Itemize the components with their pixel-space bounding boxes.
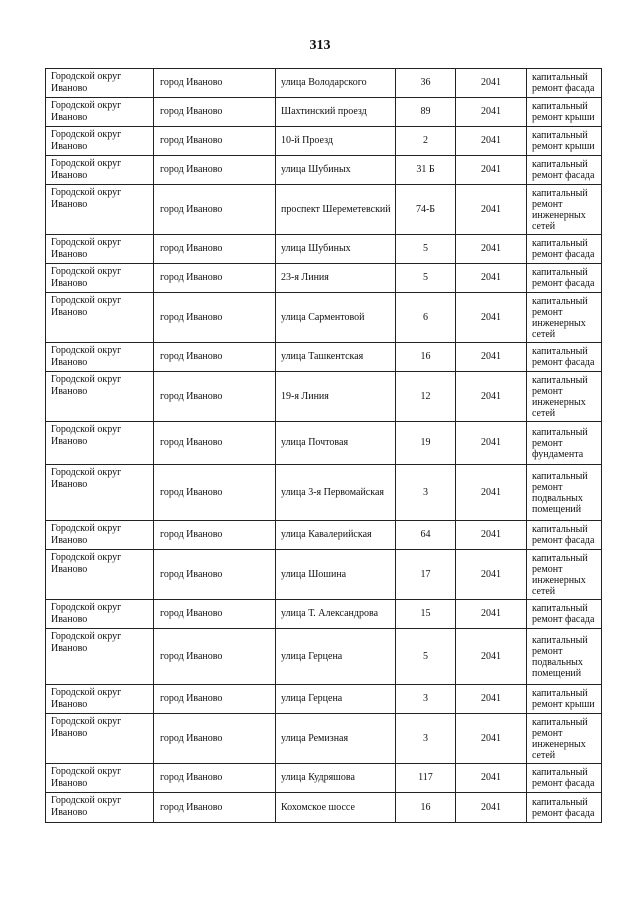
table-row: [46, 550, 602, 600]
district-cell: Городской округ Иваново: [46, 69, 154, 98]
city-cell: город Иваново: [154, 156, 276, 185]
district-cell: Городской округ Иваново: [46, 127, 154, 156]
city-cell: город Иваново: [154, 465, 276, 521]
city-cell: город Иваново: [154, 600, 276, 629]
year-cell: 2041: [456, 422, 527, 465]
year-cell: 2041: [456, 521, 527, 550]
work-type-cell: капитальный ремонт фасада: [527, 343, 602, 372]
work-type-cell: капитальный ремонт крыши: [527, 127, 602, 156]
city-cell: город Иваново: [154, 685, 276, 714]
district-cell: Городской округ Иваново: [46, 235, 154, 264]
year-cell: 2041: [456, 465, 527, 521]
city-cell: город Иваново: [154, 293, 276, 343]
work-type-cell: капитальный ремонт фасада: [527, 793, 602, 823]
work-type-cell: капитальный ремонт фасада: [527, 69, 602, 98]
city-cell: город Иваново: [154, 422, 276, 465]
district-cell: Городской округ Иваново: [46, 600, 154, 629]
house-number-cell: 17: [396, 550, 456, 600]
house-number-cell: 64: [396, 521, 456, 550]
district-cell: Городской округ Иваново: [46, 185, 154, 235]
year-cell: 2041: [456, 98, 527, 127]
house-number-cell: 3: [396, 685, 456, 714]
city-cell: город Иваново: [154, 793, 276, 823]
work-type-cell: капитальный ремонт фасада: [527, 156, 602, 185]
table-row: [46, 264, 602, 293]
year-cell: 2041: [456, 372, 527, 422]
house-number-cell: 15: [396, 600, 456, 629]
table-row: [46, 600, 602, 629]
street-cell: улица 3-я Первомайская: [276, 465, 396, 521]
table-row: [46, 422, 602, 465]
district-cell: Городской округ Иваново: [46, 629, 154, 685]
street-cell: улица Шубиных: [276, 235, 396, 264]
district-cell: Городской округ Иваново: [46, 685, 154, 714]
house-number-cell: 5: [396, 264, 456, 293]
year-cell: 2041: [456, 629, 527, 685]
table-row: [46, 714, 602, 764]
work-type-cell: капитальный ремонт крыши: [527, 685, 602, 714]
city-cell: город Иваново: [154, 127, 276, 156]
year-cell: 2041: [456, 600, 527, 629]
street-cell: улица Шошина: [276, 550, 396, 600]
year-cell: 2041: [456, 185, 527, 235]
street-cell: 19-я Линия: [276, 372, 396, 422]
city-cell: город Иваново: [154, 521, 276, 550]
house-number-cell: 19: [396, 422, 456, 465]
table-row: [46, 685, 602, 714]
street-cell: улица Ремизная: [276, 714, 396, 764]
table-row: [46, 793, 602, 823]
work-type-cell: капитальный ремонт инженерных сетей: [527, 372, 602, 422]
work-type-cell: капитальный ремонт фасада: [527, 264, 602, 293]
table-row: [46, 343, 602, 372]
district-cell: Городской округ Иваново: [46, 293, 154, 343]
city-cell: город Иваново: [154, 343, 276, 372]
table-body: [46, 69, 602, 823]
work-type-cell: капитальный ремонт инженерных сетей: [527, 293, 602, 343]
district-cell: Городской округ Иваново: [46, 156, 154, 185]
work-type-cell: капитальный ремонт инженерных сетей: [527, 185, 602, 235]
district-cell: Городской округ Иваново: [46, 372, 154, 422]
house-number-cell: 5: [396, 629, 456, 685]
district-cell: Городской округ Иваново: [46, 422, 154, 465]
house-number-cell: 16: [396, 793, 456, 823]
year-cell: 2041: [456, 69, 527, 98]
house-number-cell: 31 Б: [396, 156, 456, 185]
street-cell: Кохомское шоссе: [276, 793, 396, 823]
city-cell: город Иваново: [154, 264, 276, 293]
year-cell: 2041: [456, 685, 527, 714]
table-row: [46, 372, 602, 422]
table-row: [46, 235, 602, 264]
city-cell: город Иваново: [154, 69, 276, 98]
city-cell: город Иваново: [154, 764, 276, 793]
year-cell: 2041: [456, 714, 527, 764]
work-type-cell: капитальный ремонт фасада: [527, 521, 602, 550]
city-cell: город Иваново: [154, 98, 276, 127]
work-type-cell: капитальный ремонт инженерных сетей: [527, 550, 602, 600]
district-cell: Городской округ Иваново: [46, 264, 154, 293]
year-cell: 2041: [456, 764, 527, 793]
street-cell: улица Т. Александрова: [276, 600, 396, 629]
city-cell: город Иваново: [154, 235, 276, 264]
district-cell: Городской округ Иваново: [46, 714, 154, 764]
work-type-cell: капитальный ремонт фасада: [527, 600, 602, 629]
year-cell: 2041: [456, 235, 527, 264]
street-cell: улица Кудряшова: [276, 764, 396, 793]
street-cell: улица Шубиных: [276, 156, 396, 185]
street-cell: улица Володарского: [276, 69, 396, 98]
street-cell: 10-й Проезд: [276, 127, 396, 156]
house-number-cell: 36: [396, 69, 456, 98]
city-cell: город Иваново: [154, 629, 276, 685]
house-number-cell: 117: [396, 764, 456, 793]
year-cell: 2041: [456, 264, 527, 293]
house-number-cell: 6: [396, 293, 456, 343]
house-number-cell: 3: [396, 714, 456, 764]
year-cell: 2041: [456, 550, 527, 600]
city-cell: город Иваново: [154, 714, 276, 764]
street-cell: улица Герцена: [276, 685, 396, 714]
district-cell: Городской округ Иваново: [46, 521, 154, 550]
work-type-cell: капитальный ремонт инженерных сетей: [527, 714, 602, 764]
house-number-cell: 5: [396, 235, 456, 264]
table-row: [46, 764, 602, 793]
housing-repair-table: [45, 68, 602, 823]
table-row: [46, 185, 602, 235]
district-cell: Городской округ Иваново: [46, 465, 154, 521]
table-row: [46, 293, 602, 343]
house-number-cell: 89: [396, 98, 456, 127]
table-row: [46, 127, 602, 156]
work-type-cell: капитальный ремонт подвальных помещений: [527, 629, 602, 685]
work-type-cell: капитальный ремонт подвальных помещений: [527, 465, 602, 521]
street-cell: проспект Шереметевский: [276, 185, 396, 235]
work-type-cell: капитальный ремонт фасада: [527, 764, 602, 793]
house-number-cell: 16: [396, 343, 456, 372]
table-row: [46, 465, 602, 521]
street-cell: улица Почтовая: [276, 422, 396, 465]
city-cell: город Иваново: [154, 372, 276, 422]
table-row: [46, 69, 602, 98]
year-cell: 2041: [456, 156, 527, 185]
street-cell: улица Ташкентская: [276, 343, 396, 372]
district-cell: Городской округ Иваново: [46, 550, 154, 600]
table-row: [46, 629, 602, 685]
year-cell: 2041: [456, 293, 527, 343]
table-row: [46, 156, 602, 185]
work-type-cell: капитальный ремонт фасада: [527, 235, 602, 264]
year-cell: 2041: [456, 343, 527, 372]
year-cell: 2041: [456, 793, 527, 823]
work-type-cell: капитальный ремонт фундамента: [527, 422, 602, 465]
table-row: [46, 98, 602, 127]
city-cell: город Иваново: [154, 185, 276, 235]
street-cell: улица Сарментовой: [276, 293, 396, 343]
house-number-cell: 12: [396, 372, 456, 422]
table-row: [46, 521, 602, 550]
district-cell: Городской округ Иваново: [46, 343, 154, 372]
house-number-cell: 74-Б: [396, 185, 456, 235]
year-cell: 2041: [456, 127, 527, 156]
district-cell: Городской округ Иваново: [46, 764, 154, 793]
street-cell: 23-я Линия: [276, 264, 396, 293]
work-type-cell: капитальный ремонт крыши: [527, 98, 602, 127]
house-number-cell: 3: [396, 465, 456, 521]
district-cell: Городской округ Иваново: [46, 793, 154, 823]
city-cell: город Иваново: [154, 550, 276, 600]
street-cell: улица Кавалерийская: [276, 521, 396, 550]
street-cell: Шахтинский проезд: [276, 98, 396, 127]
street-cell: улица Герцена: [276, 629, 396, 685]
district-cell: Городской округ Иваново: [46, 98, 154, 127]
house-number-cell: 2: [396, 127, 456, 156]
page-number: 313: [309, 38, 331, 53]
